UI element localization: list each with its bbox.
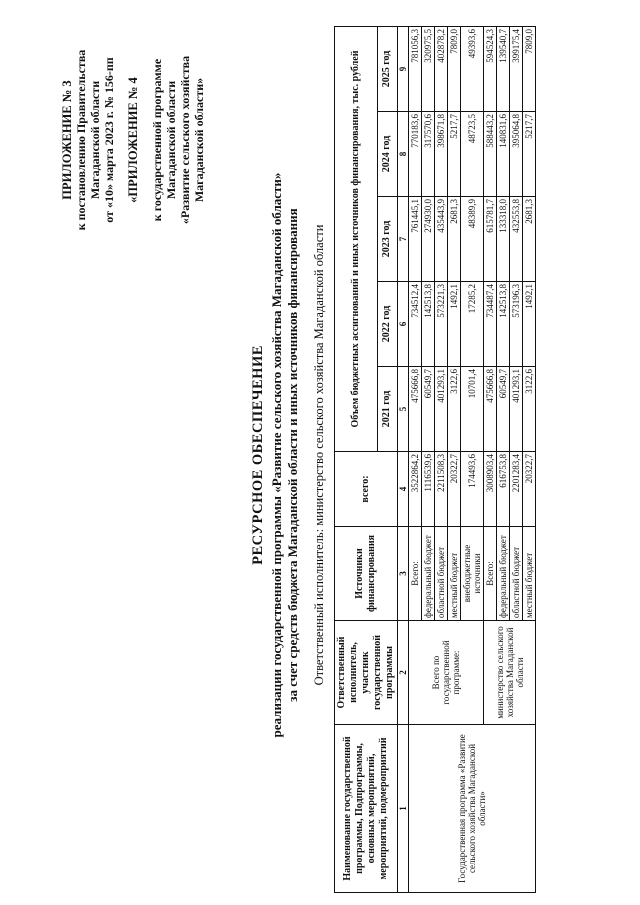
value-cell: 594524,3	[484, 26, 497, 111]
program-name: Государственная программа «Развитие сельского хозяйства Магаданской области»	[409, 725, 536, 893]
value-cell: 781056,3	[409, 26, 422, 111]
value-cell: 140831,6	[497, 112, 510, 197]
value-cell: 435443,9	[435, 197, 448, 282]
value-cell: 395064,8	[510, 112, 523, 197]
value-cell: 432553,8	[510, 197, 523, 282]
value-cell: 48723,5	[461, 112, 484, 197]
table-row	[409, 26, 422, 892]
value-cell: 475666,8	[484, 367, 497, 452]
value-cell: 320975,5	[422, 26, 435, 111]
value-cell: 1492,1	[523, 282, 536, 367]
value-cell: 60549,7	[422, 367, 435, 452]
value-cell: 274930,0	[422, 197, 435, 282]
source-cell: областной бюджет	[435, 527, 448, 621]
block-label: Всего по государственной программе:	[409, 621, 484, 725]
value-cell: 3522864,2	[409, 452, 422, 527]
value-cell: 401293,1	[435, 367, 448, 452]
column-number: 3	[398, 527, 409, 621]
value-cell: 475666,8	[409, 367, 422, 452]
value-cell: 20322,7	[523, 452, 536, 527]
value-cell: 7809,0	[448, 26, 461, 111]
value-cell: 573221,3	[435, 282, 448, 367]
appendix-line: к постановлению Правительства	[74, 49, 88, 231]
source-cell: Всего:	[409, 527, 422, 621]
resource-table	[334, 26, 536, 893]
value-cell: 17285,2	[461, 282, 484, 367]
column-numbers-row	[398, 26, 409, 892]
source-cell: внебюджетные источники	[461, 527, 484, 621]
value-cell: 401293,1	[510, 367, 523, 452]
source-cell: Всего:	[484, 527, 497, 621]
appendix-line: к государственной программе	[150, 58, 164, 222]
title-line: за счет средств бюджета Магаданской области и иных источников финансирования	[285, 208, 300, 702]
value-cell: 2201283,4	[510, 452, 523, 527]
header-executor: Ответственный исполнитель, участник государственной программы	[335, 621, 398, 725]
source-cell: местный бюджет	[523, 527, 536, 621]
value-cell: 5217,7	[523, 112, 536, 197]
header-name: Наименование государственной программы, Подпрограммы, основных мероприятий, мероприятий, подмероприятий	[335, 725, 398, 893]
value-cell: 1116539,6	[422, 452, 435, 527]
column-number: 9	[398, 26, 409, 111]
column-number: 8	[398, 112, 409, 197]
value-cell: 133318,0	[497, 197, 510, 282]
value-cell: 616753,8	[497, 452, 510, 527]
appendix-title-2: «ПРИЛОЖЕНИЕ № 4	[126, 77, 140, 203]
column-number: 1	[398, 725, 409, 893]
value-cell: 174493,6	[461, 452, 484, 527]
value-cell: 317570,6	[422, 112, 435, 197]
value-cell: 7809,0	[523, 26, 536, 111]
title-line: реализации государственной программы «Развитие сельского хозяйства Магаданской области»	[269, 172, 284, 738]
value-cell: 2681,3	[448, 197, 461, 282]
appendix-line: Магаданской области»	[192, 77, 206, 203]
column-number: 4	[398, 452, 409, 527]
value-cell: 734487,4	[484, 282, 497, 367]
value-cell: 761445,1	[409, 197, 422, 282]
value-cell: 3122,6	[523, 367, 536, 452]
appendix-line: от «10» марта 2023 г. № 156-пп	[102, 57, 116, 223]
appendix-line: Магаданской области	[88, 80, 102, 200]
value-cell: 573196,3	[510, 282, 523, 367]
value-cell: 1492,1	[448, 282, 461, 367]
value-cell: 3122,6	[448, 367, 461, 452]
value-cell: 142513,8	[422, 282, 435, 367]
document-title	[250, 65, 301, 845]
value-cell: 10701,4	[461, 367, 484, 452]
value-cell: 60549,7	[497, 367, 510, 452]
header-year: 2025 год	[377, 26, 397, 111]
value-cell: 2681,3	[523, 197, 536, 282]
source-cell: федеральный бюджет	[422, 527, 435, 621]
column-number: 5	[398, 367, 409, 452]
value-cell: 402878,2	[435, 26, 448, 111]
appendix-title: ПРИЛОЖЕНИЕ № 3	[60, 80, 74, 200]
column-number: 2	[398, 621, 409, 725]
value-cell: 588443,2	[484, 112, 497, 197]
header-year: 2022 год	[377, 282, 397, 367]
value-cell: 48389,9	[461, 197, 484, 282]
source-cell: федеральный бюджет	[497, 527, 510, 621]
appendix-line: «Развитие сельского хозяйства	[178, 55, 192, 225]
source-cell: областной бюджет	[510, 527, 523, 621]
responsible-executor: Ответственный исполнитель: министерство сельского хозяйства Магаданской области	[312, 224, 326, 686]
value-cell: 5217,7	[448, 112, 461, 197]
value-cell: 20322,7	[448, 452, 461, 527]
header-year: 2021 год	[377, 367, 397, 452]
value-cell: 734512,4	[409, 282, 422, 367]
header-group: Объем бюджетных ассигнований и иных источников финансирования, тыс. рублей	[335, 26, 378, 451]
value-cell: 2211508,3	[435, 452, 448, 527]
appendix-line: Магаданской области	[164, 80, 178, 200]
column-number: 7	[398, 197, 409, 282]
header-year: 2023 год	[377, 197, 397, 282]
title-heading: РЕСУРСНОЕ ОБЕСПЕЧЕНИЕ	[250, 345, 266, 565]
header-total: всего:	[335, 452, 398, 527]
appendix-block	[60, 15, 206, 265]
value-cell: 615781,7	[484, 197, 497, 282]
value-cell: 399175,4	[510, 26, 523, 111]
value-cell: 139540,7	[497, 26, 510, 111]
value-cell: 3008903,4	[484, 452, 497, 527]
value-cell: 770183,6	[409, 112, 422, 197]
column-number: 6	[398, 282, 409, 367]
header-source: Источники финансирования	[335, 527, 398, 621]
block-label: министерство сельского хозяйства Магаданской области	[484, 621, 536, 725]
header-year: 2024 год	[377, 112, 397, 197]
value-cell: 142513,8	[497, 282, 510, 367]
value-cell: 49393,6	[461, 26, 484, 111]
value-cell: 398671,8	[435, 112, 448, 197]
source-cell: местный бюджет	[448, 527, 461, 621]
